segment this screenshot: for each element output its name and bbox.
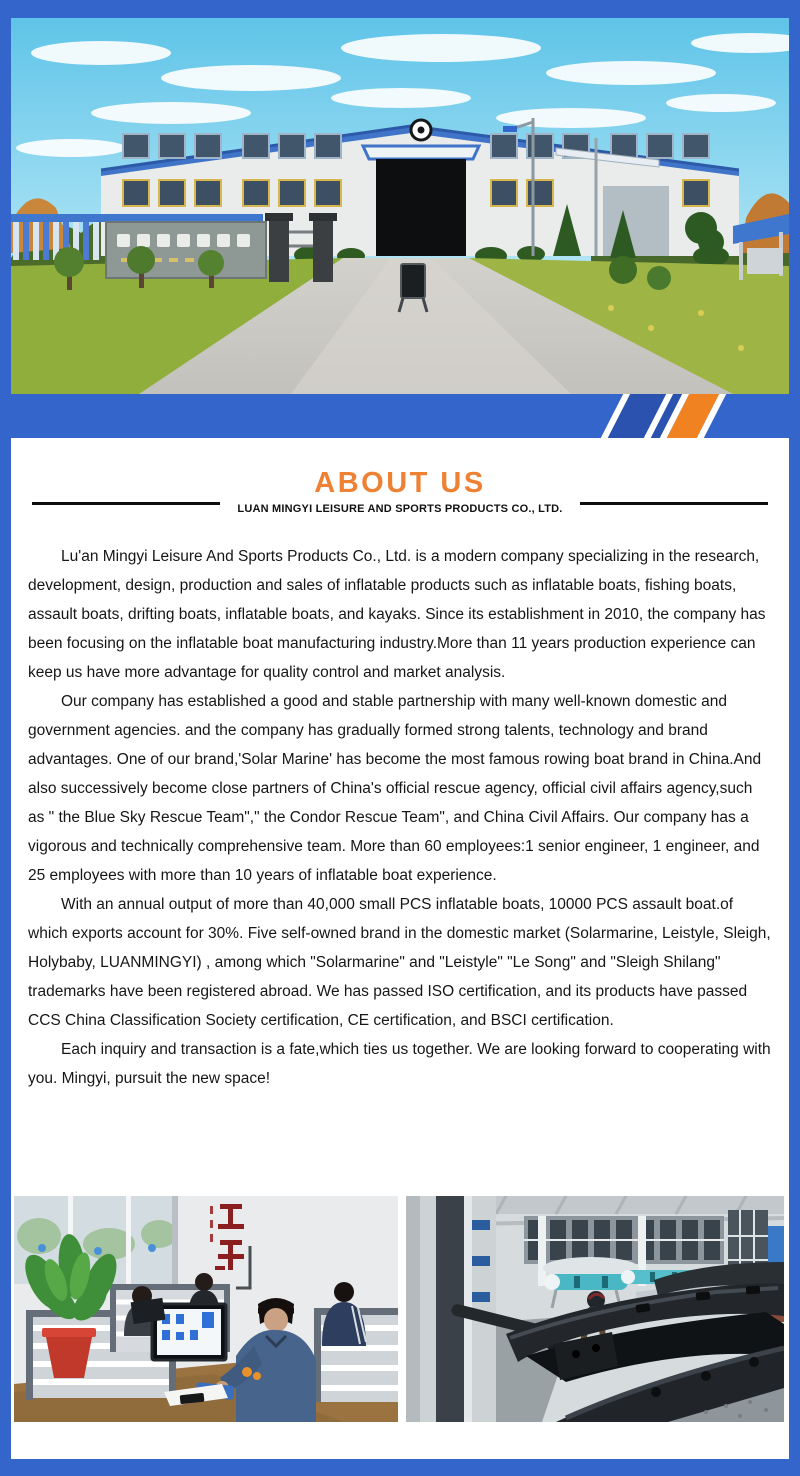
about-paragraph-1: Lu'an Mingyi Leisure And Sports Products Co., Ltd. is a modern company specializing in the research, development, design, production and sales of inflatable products such as inflatable boats, fishing boats, assault boats, drifting boats, inflatable boats, and kayaks. Since its establishment in 2010, the company has been focusing on the inflatable boat manufacturing industry.More than 11 years production experience can keep us have more advantage for quality control and market analysis. (28, 548, 766, 681)
factory-exterior-illustration (11, 18, 789, 394)
header-rule-left (32, 502, 220, 505)
about-paragraph-3: With an annual output of more than 40,000 small PCS inflatable boats, 10000 PCS assault boat.of which exports account for 30%. Five self-owned brand in the domestic market (Solarmarine, Leistyle, Sleigh, Holybaby, LUANMINGYI) , among which "Solarmarine" and "Leistyle" "Le Song" and "Sleigh Shilang" trademarks have been registered abroad. We has passed ISO certification, and its products have passed CCS China Classification Society certification, CE certification, and BSCI certification. (28, 896, 771, 1029)
about-body (28, 542, 772, 1093)
page-title: ABOUT US (314, 467, 486, 499)
office-team-photo (14, 1196, 398, 1422)
office-illustration (14, 1196, 398, 1422)
about-card (11, 438, 789, 1459)
stripe-decoration (0, 394, 800, 438)
factory-exterior-photo (11, 18, 789, 394)
workshop-illustration (406, 1196, 784, 1422)
about-header (11, 438, 789, 517)
header-rule-right (580, 502, 768, 505)
company-subtitle: LUAN MINGYI LEISURE AND SPORTS PRODUCTS CO., LTD. (237, 503, 563, 515)
about-paragraph-4: Each inquiry and transaction is a fate,which ties us together. We are looking forward to cooperating with you. Mingyi, pursuit the new space! (28, 1041, 771, 1087)
boat-workshop-photo (406, 1196, 784, 1422)
diagonal-stripes (600, 394, 727, 438)
photo-row (14, 1196, 786, 1422)
about-paragraph-2: Our company has established a good and stable partnership with many well-known domestic and government agencies. and the company has gradually formed strong talents, technology and brand advantages. One of our brand,'Solar Marine' has become the most famous rowing boat brand in China.And also successively become close partners of China's official rescue agency, official civil affairs agency,such as " the Blue Sky Rescue Team"," the Condor Rescue Team", and China Civil Affairs. Our company has a vigorous and technically comprehensive team. More than 60 employees:1 senior engineer, 1 engineer, and 25 employees with more than 10 years of inflatable boat experience. (28, 693, 762, 884)
